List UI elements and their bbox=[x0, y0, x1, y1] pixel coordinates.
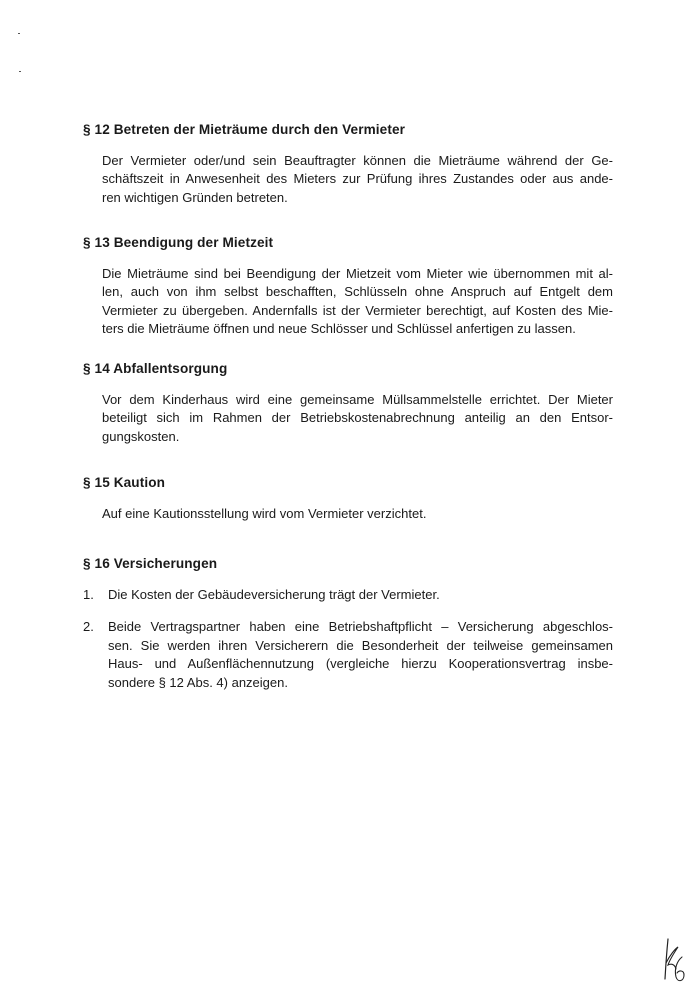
paragraph-line: sen. Sie werden ihren Versicherern die Besonderheit der teilweise gemeinsamen bbox=[108, 637, 613, 653]
paragraph-line: ren wichtigen Gründen betreten. bbox=[102, 189, 288, 205]
list-item-number: 1. bbox=[83, 587, 94, 602]
section-heading: § 14 Abfallentsorgung bbox=[83, 361, 228, 376]
section-heading: § 15 Kaution bbox=[83, 475, 166, 490]
paragraph-line: Auf eine Kautionsstellung wird vom Vermieter verzichtet. bbox=[102, 506, 427, 521]
scan-speck bbox=[19, 71, 21, 72]
section-15 bbox=[83, 474, 623, 523]
list-item-number: 2. bbox=[83, 619, 94, 635]
paragraph-line: Haus- und Außenflächennutzung (vergleiche hierzu Kooperationsvertrag insbe- bbox=[108, 656, 613, 672]
paragraph-line: gungskosten. bbox=[102, 428, 180, 444]
section-13 bbox=[83, 234, 623, 339]
paragraph-line: Der Vermieter oder/und sein Beauftragter können die Mieträume während der Ge- bbox=[102, 153, 613, 168]
section-paragraph bbox=[102, 391, 613, 446]
paragraph-line: beteiligt sich im Rahmen der Betriebskostenabrechnung anteilig an den Entsor- bbox=[102, 410, 613, 426]
paragraph-line: Die Kosten der Gebäudeversicherung trägt der Vermieter. bbox=[108, 587, 440, 602]
section-16 bbox=[83, 555, 623, 692]
paragraph-line: Vermieter zu übergeben. Andernfalls ist der Vermieter berechtigt, auf Kosten des Mie- bbox=[102, 302, 613, 318]
section-heading: § 13 Beendigung der Mietzeit bbox=[83, 235, 274, 250]
scan-speck bbox=[18, 33, 20, 34]
section-paragraph bbox=[102, 152, 613, 207]
section-12 bbox=[83, 121, 623, 207]
list-item bbox=[83, 618, 623, 692]
list-item-text bbox=[108, 618, 613, 692]
section-heading: § 16 Versicherungen bbox=[83, 556, 218, 571]
handwritten-initials bbox=[660, 935, 690, 985]
list-item bbox=[83, 586, 623, 604]
section-paragraph bbox=[102, 505, 613, 523]
list-item-text bbox=[108, 586, 613, 604]
paragraph-line: Vor dem Kinderhaus wird eine gemeinsame Müllsammelstelle errichtet. Der Mieter bbox=[102, 392, 613, 407]
section-heading: § 12 Betreten der Mieträume durch den Vermieter bbox=[83, 122, 406, 137]
section-14 bbox=[83, 360, 623, 446]
paragraph-line: schäftszeit in Anwesenheit des Mieters zur Prüfung ihres Zustandes oder aus ande- bbox=[102, 171, 613, 187]
paragraph-line: len, auch von ihm selbst beschafften, Schlüsseln ohne Anspruch auf Entgelt dem bbox=[102, 284, 613, 300]
paragraph-line: Beide Vertragspartner haben eine Betriebshaftpflicht – Versicherung abgeschlos- bbox=[108, 619, 613, 635]
paragraph-line: Die Mieträume sind bei Beendigung der Mietzeit vom Mieter wie übernommen mit al- bbox=[102, 266, 613, 281]
paragraph-line: sondere § 12 Abs. 4) anzeigen. bbox=[108, 674, 288, 690]
paragraph-line: ters die Mieträume öffnen und neue Schlösser und Schlüssel anfertigen zu lassen. bbox=[102, 321, 576, 337]
section-paragraph bbox=[102, 265, 613, 339]
